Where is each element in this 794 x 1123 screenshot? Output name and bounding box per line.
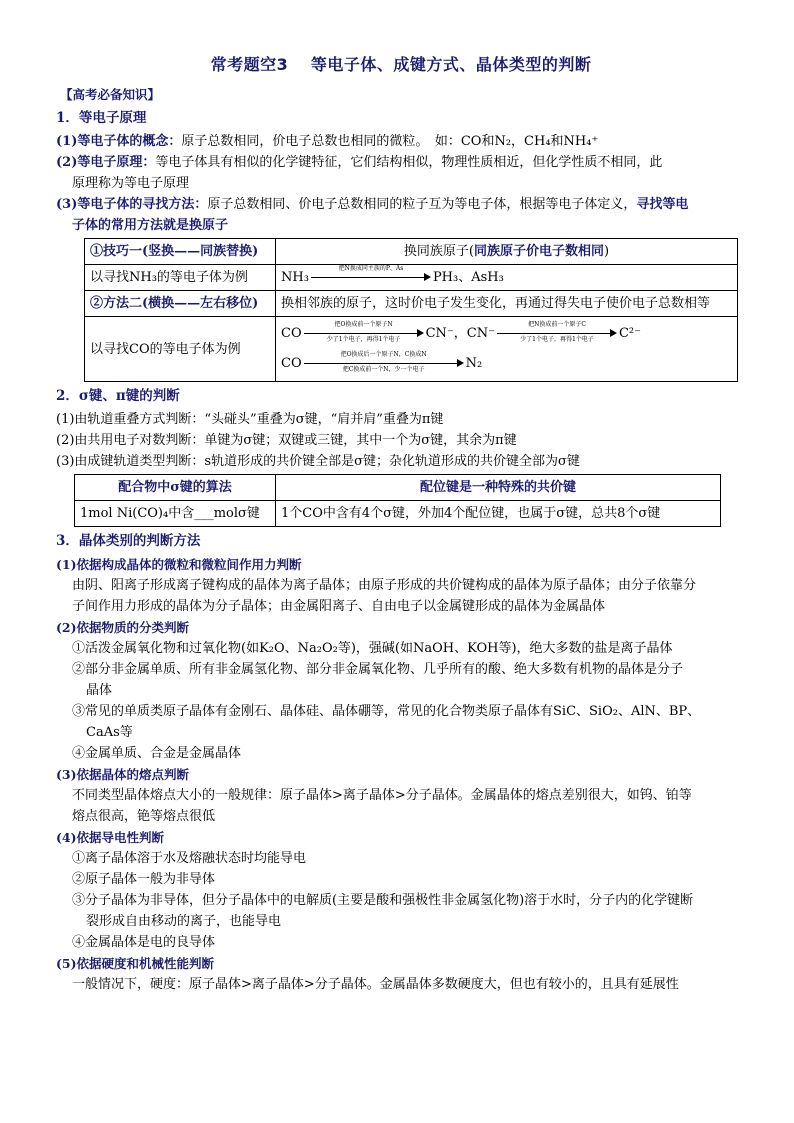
s1-p2-text: 等电子体具有相似的化学键特征，它们结构相似，物理性质相近，但化学性质不相同，此 [155,155,663,170]
s3-d-item-3: ③分子晶体为非导体，但分子晶体中的电解质(主要是酸和强极性非金属氢化物)溶于水时，分子内的化学键断 [72,893,694,908]
reaction-line [281,349,732,379]
s1-p3-label: (3)等电子体的寻找方法： [56,197,208,212]
table-cell [276,239,738,265]
table-cell: 换相邻族的原子，这时价电子发生变化，再通过得失电子使价电子总数相等 [276,291,738,317]
s3-e-line-1: 一般情况下，硬度：原子晶体>离子晶体>分子晶体。金属晶体多数硬度大，但也有较小的，且具有延展性 [72,977,679,992]
s1-p1 [56,131,746,152]
s3-b-item-3-cont: CaAs等 [86,725,133,740]
s3-b-item-2-cont: 晶体 [86,683,113,698]
s3-a-line-1: 由阴、阳离子形成离子键构成的晶体为离子晶体；由原子形成的共价键构成的晶体为原子晶体；由分子依靠分 [72,578,697,593]
formula: N₂ [465,356,483,371]
electron-method-table [84,238,738,382]
sigma-bond-table [74,474,721,527]
formula: CO [281,356,302,371]
formula: NH₃ [281,270,309,285]
s3-sub-1-label: (1)依据构成晶体的微粒和微粒间作用力判断 [56,557,302,572]
s3-a-line-2: 子间作用力形成的晶体为分子晶体；由金属阳离子、自由电子以金属键形成的晶体为金属晶体 [72,599,606,614]
reaction-line [281,319,732,349]
s3-b-item-1: ①活泼金属氧化物和过氧化物(如K₂O、Na₂O₂等)，强碱(如NaOH、KOH等)，绝大多数的盐是离子晶体 [72,641,673,656]
s1-p3 [56,194,746,215]
s2-line-1: (1)由轨道重叠方式判断：“头碰头”重叠为σ键，“肩并肩”重叠为π键 [56,412,444,427]
s3-b-item-3: ③常见的单质类原子晶体有金刚石、晶体硅、晶体硼等，常见的化合物类原子晶体有SiC、SiO₂、AlN、BP、 [72,704,701,719]
arrow-label: 把O换成前一个原子N [334,320,393,328]
s3-c-line-2: 熔点很高，铯等熔点很低 [72,809,216,824]
s3-b-item-4: ④金属单质、合金是金属晶体 [72,746,242,761]
s1-p3-tail: 寻找等电 [636,197,689,212]
arrow-label: 少了1个电子，再得1个电子 [326,335,401,343]
s3-d-item-3-cont: 裂形成自由移动的离子，也能导电 [86,914,282,929]
table-cell: 以寻找CO的等电子体为例 [85,317,276,382]
s3-c-line-1: 不同类型晶体熔点大小的一般规律：原子晶体>离子晶体>分子晶体。金属晶体的熔点差别很大，如钨、铂等 [72,788,692,803]
cell-text: ) [604,244,610,259]
reaction-arrow [304,350,464,373]
s1-p2-label: (2)等电子原理： [56,155,156,170]
section-2-heading: 2．σ键、π键的判断 [56,388,180,404]
s1-p2 [56,152,746,173]
section-1-heading: 1．等电子原理 [56,110,147,126]
reaction-arrow [304,320,424,343]
cell-text: 换同族原子( [403,244,474,259]
formula: C²⁻ [618,326,642,341]
s2-line-3: (3)由成键轨道类型判断：s轨道形成的共价键全部是σ键；杂化轨道形成的共价键全部为σ键 [56,454,580,469]
table-cell: ①技巧一(竖换——同族替换) [85,239,276,265]
formula: CN⁻，CN⁻ [425,326,495,341]
table-cell [276,265,738,291]
table-cell: ②方法二(横换——左右移位) [85,291,276,317]
s3-b-item-2: ②部分非金属单质、所有非金属氢化物、部分非金属氧化物、几乎所有的酸、绝大多数有机物的晶体是分子 [72,662,684,677]
s3-sub-2-label: (2)依据物质的分类判断 [56,620,190,635]
table-cell [276,317,738,382]
s3-d-item-4: ④金属晶体是电的良导体 [72,935,216,950]
arrow-label: 把C换成前一个N，少一个电子 [342,365,425,373]
arrow-label: 把N换成同主族的P、As [338,264,404,272]
s1-p3-text: 原子总数相同、价电子总数相同的粒子互为等电子体，根据等电子体定义， [207,197,637,212]
section-tag: 【高考必备知识】 [60,87,161,102]
table-cell: 1mol Ni(CO)₄中含___molσ键 [75,501,276,527]
s1-p2-line2: 原理称为等电子原理 [72,176,190,191]
table-header-cell: 配合物中σ键的算法 [75,475,276,501]
reaction-arrow [497,320,617,343]
s1-p1-label: (1)等电子体的概念： [56,134,182,149]
document-page [56,52,746,995]
section-3-heading: 3．晶体类别的判断方法 [56,533,201,549]
s3-sub-3-label: (3)依据晶体的熔点判断 [56,767,190,782]
s1-p3-line2: 子体的常用方法就是换原子 [72,218,229,233]
formula: PH₃、AsH₃ [432,270,504,285]
table-cell: 以寻找NH₃的等电子体为例 [85,265,276,291]
formula: CO [281,326,302,341]
s3-d-item-2: ②原子晶体一般为非导体 [72,872,216,887]
s3-sub-5-label: (5)依据硬度和机械性能判断 [56,956,215,971]
table-header-cell: 配位键是一种特殊的共价键 [276,475,721,501]
arrow-label: 把O换成后一个原子N，C换成N [340,350,427,358]
arrow-label: 少了1个电子，再得1个电子 [520,335,594,343]
s1-p1-text: 原子总数相同，价电子总数也相同的微粒。 如：CO和N₂，CH₄和NH₄⁺ [181,134,599,149]
arrow-label: 把N换成前一个原子C [528,320,586,328]
s3-sub-4-label: (4)依据导电性判断 [56,830,165,845]
table-cell: 1个CO中含有4个σ键，外加4个配位键，也属于σ键，总共8个σ键 [276,501,721,527]
s2-line-2: (2)由共用电子对数判断：单键为σ键；双键或三键，其中一个为σ键，其余为π键 [56,433,517,448]
page-title: 常考题空3 等电子体、成键方式、晶体类型的判断 [210,55,592,74]
reaction-arrow [311,264,431,287]
s3-d-item-1: ①离子晶体溶于水及熔融状态时均能导电 [72,851,307,866]
cell-text-bold: 同族原子价电子数相同 [473,244,604,259]
